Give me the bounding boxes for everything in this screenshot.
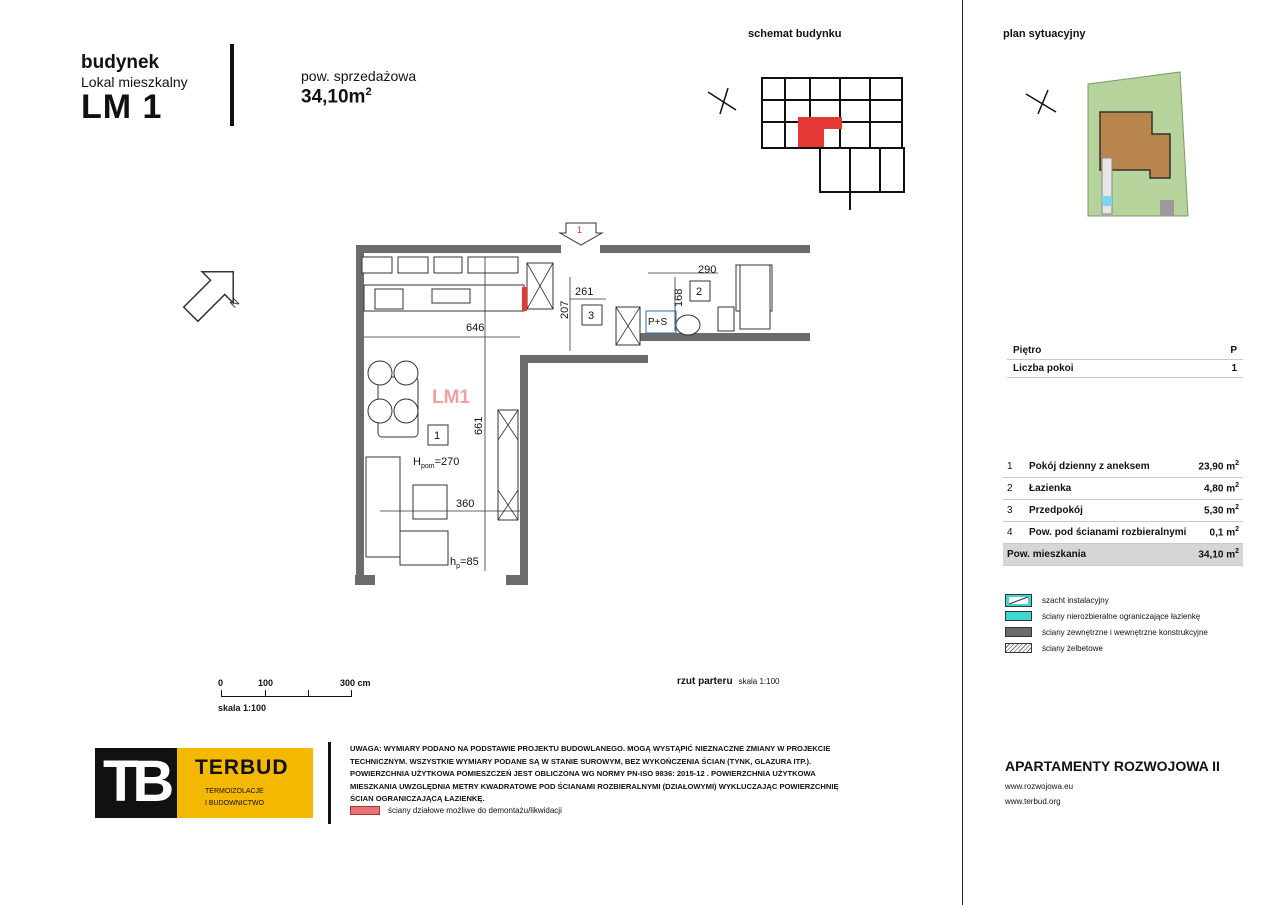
building-schematic bbox=[700, 70, 915, 215]
site-plan-title: plan sytuacyjny bbox=[1003, 28, 1086, 40]
floor-plan bbox=[170, 215, 820, 600]
dim-290: 290 bbox=[698, 264, 717, 276]
legend bbox=[1005, 592, 1208, 656]
section-marker bbox=[560, 223, 602, 245]
dim-207: 207 bbox=[559, 300, 571, 319]
dim-661: 661 bbox=[473, 416, 485, 435]
demolish-swatch bbox=[350, 806, 380, 815]
room-tag-1: 1 bbox=[434, 430, 441, 442]
legend-item: ściany żelbetowe bbox=[1005, 640, 1208, 656]
building-label: budynek bbox=[81, 52, 160, 73]
legend-item: ściany nierozbieralne ograniczające łazienkę bbox=[1005, 608, 1208, 624]
room-row: 2 Łazienka 4,80 $m^2$ bbox=[1003, 478, 1243, 500]
details-table bbox=[1007, 342, 1243, 378]
structural-wall-swatch bbox=[1005, 627, 1032, 637]
legend-item: ściany zewnętrzne i wewnętrzne konstrukcyjne bbox=[1005, 624, 1208, 640]
demolishable-wall bbox=[522, 287, 527, 311]
website-1[interactable]: www.rozwojowa.eu bbox=[1005, 782, 1074, 791]
demolish-legend: ściany działowe możliwe do demontażu/likwidacji bbox=[350, 806, 562, 815]
scale-bar: 0 100 300 cm skala 1:100 bbox=[218, 678, 371, 713]
project-name: APARTAMENTY ROZWOJOWA II bbox=[1005, 758, 1220, 774]
total-row: Pow. mieszkania 34,10 $m^2$ bbox=[1003, 544, 1243, 566]
rooms-table bbox=[1003, 456, 1243, 566]
room-row: 4 Pow. pod ścianami rozbieralnymi 0,1 $m^2$ bbox=[1003, 522, 1243, 544]
sill-height: $h_p=85$ bbox=[450, 556, 479, 570]
north-arrow-site bbox=[1026, 90, 1056, 114]
room-tag-2: 2 bbox=[696, 286, 703, 298]
unit-type: Lokal mieszkalny bbox=[81, 74, 188, 90]
room-row: 3 Przedpokój 5,30 $m^2$ bbox=[1003, 500, 1243, 522]
dim-168: 168 bbox=[673, 288, 685, 307]
terbud-logo: TB TERBUD TERMOIZOLACJE I BUDOWNICTWO bbox=[95, 748, 313, 818]
site-plan bbox=[1020, 66, 1195, 221]
dim-261: 261 bbox=[575, 286, 594, 298]
north-label: N bbox=[227, 296, 243, 311]
area-label: pow. sprzedażowa bbox=[301, 68, 417, 84]
note-divider bbox=[328, 742, 331, 824]
unit-code: LM 1 bbox=[81, 88, 163, 126]
vertical-divider bbox=[962, 0, 963, 905]
bath-wall-swatch bbox=[1005, 611, 1032, 621]
shaft-swatch bbox=[1005, 594, 1032, 607]
area-value: $34,10m^2$ bbox=[301, 86, 372, 108]
room-tag-3: 3 bbox=[588, 310, 595, 322]
north-arrow bbox=[175, 256, 249, 330]
unit-plan-label: LM1 bbox=[432, 387, 470, 408]
legend-item: szacht instalacyjny bbox=[1005, 592, 1208, 608]
dim-646: 646 bbox=[466, 322, 485, 334]
svg-text:1: 1 bbox=[577, 225, 583, 235]
room-height: $H_{pom}=270$ bbox=[413, 456, 460, 470]
room-tag-ps: P+S bbox=[648, 317, 668, 328]
header-divider bbox=[230, 44, 234, 126]
concrete-wall-swatch bbox=[1005, 643, 1032, 653]
disclaimer-note: UWAGA: WYMIARY PODANO NA PODSTAWIE PROJEKTU BUDOWLANEGO. MOGĄ WYSTĄPIĆ NIEZNACZNE ZMIANY W PROJEKCIE TECHNICZNYM. WSZYSTKIE WYMIARY PODANE SĄ W STANIE SUROWYM, BEZ WYKOŃCZENIA ŚCIAN (TYNK, GLAZURA ITP.). POWIERZCHNIA UŻYTKOWA POMIESZCZEŃ JEST OBLICZONA WG NORMY PN-ISO 9836: 2015-12 . POWIERZCHNIA UŻYTKOWA MIESZKANIA UWZGLĘDNIA METRY KWADRATOWE POD ŚCIANAMI ROZBIERALNYMI (DZIAŁOWYMI) WYKLUCZAJĄC POWIERZCHNIĘ ŚCIAN OGRANICZAJĄCĄ ŁAZIENKĘ. bbox=[350, 744, 839, 804]
schematic-title: schemat budynku bbox=[748, 28, 842, 40]
website-2[interactable]: www.terbud.org bbox=[1005, 797, 1061, 806]
view-label: rzut parteru skala 1:100 bbox=[677, 676, 780, 687]
dim-360: 360 bbox=[456, 498, 475, 510]
detail-row: Piętro P bbox=[1007, 342, 1243, 360]
north-arrow-small bbox=[708, 88, 736, 114]
detail-row: Liczba pokoi 1 bbox=[1007, 360, 1243, 378]
room-row: 1 Pokój dzienny z aneksem 23,90 $m^2$ bbox=[1003, 456, 1243, 478]
